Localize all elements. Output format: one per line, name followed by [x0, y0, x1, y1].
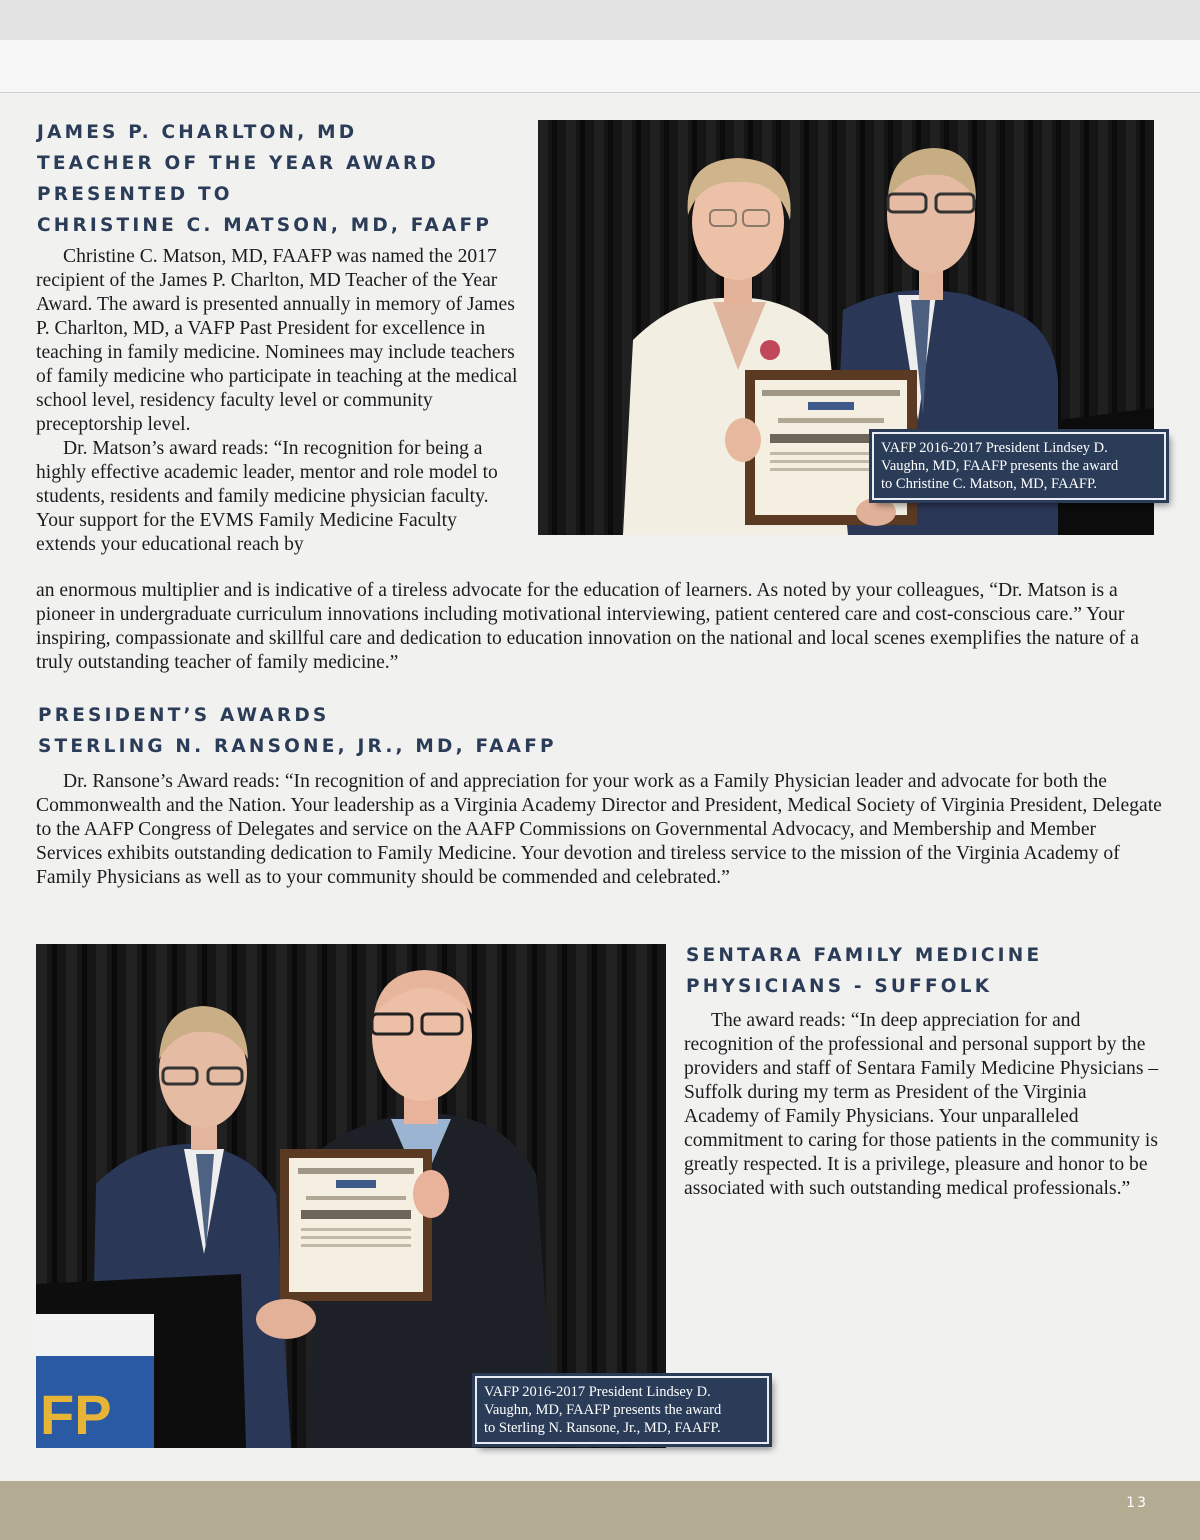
- ransone-award-photo: [36, 944, 666, 1448]
- podium-logo-text: FP: [40, 1383, 112, 1446]
- heading-line: PRESIDENT’S AWARDS: [38, 705, 330, 726]
- sentara-paragraph: The award reads: “In deep appreciation for and recognition of the professional and personal support by the providers and staff of Sentara Family Medicine Physicians – Suffolk during my term as President of the Virginia Academy of Family Physicians. Your unparalleled commitment to caring for those patients in the community is greatly respected. It is a privilege, pleasure and honor to be associated with such outstanding medical professionals.”: [684, 1010, 1159, 1199]
- caption-line: VAFP 2016-2017 President Lindsey D.: [881, 440, 1108, 456]
- heading-line: PRESENTED TO: [37, 184, 233, 205]
- matson-text-column: [36, 245, 520, 557]
- footer-band: [0, 1481, 1200, 1540]
- charlton-award-heading: [37, 117, 532, 241]
- matson-paragraph-2: Dr. Matson’s award reads: “In recognition for being a highly effective academic leader, mentor and role model to students, residents and family medicine physician faculty. Your support for the EVMS Family Medicine Faculty extends your educational reach by: [36, 438, 498, 555]
- matson-paragraph-1: Christine C. Matson, MD, FAAFP was named the 2017 recipient of the James P. Charlton, MD Teacher of the Year Award. The award is presented annually in memory of James P. Charlton, MD, a VAFP Past President for excellence in teaching in family medicine. Nominees may include teachers of family medicine who participate in teaching at the medical school level, residency faculty level or community preceptorship level.: [36, 246, 518, 435]
- caption-line: to Christine C. Matson, MD, FAAFP.: [881, 476, 1098, 492]
- caption-line: VAFP 2016-2017 President Lindsey D.: [484, 1384, 711, 1400]
- ransone-text-column: [36, 770, 1162, 890]
- matson-photo-caption: [872, 432, 1166, 500]
- heading-line: TEACHER OF THE YEAR AWARD: [37, 153, 439, 174]
- heading-line: SENTARA FAMILY MEDICINE: [686, 945, 1043, 966]
- page-number: 13: [1126, 1495, 1148, 1511]
- top-band: [0, 0, 1200, 40]
- heading-line: JAMES P. CHARLTON, MD: [37, 122, 358, 143]
- matson-text-continuation: [36, 579, 1164, 675]
- caption-line: Vaughn, MD, FAAFP presents the award: [484, 1402, 722, 1418]
- header-strip: [0, 40, 1200, 93]
- presidents-awards-heading: [38, 700, 738, 762]
- ransone-paragraph: Dr. Ransone’s Award reads: “In recognition of and appreciation for your work as a Family Physician leader and advocate for both the Commonwealth and the Nation. Your leadership as a Virginia Academy Director and President, Medical Society of Virginia President, Delegate to the AAFP Congress of Delegates and service on the AAFP Commissions on Governmental Advocacy, and Membership and Member Services exhibits outstanding dedication to Family Medicine. Your devotion and tireless service to the mission of the Virginia Academy of Family Physicians as well as to your community should be commended and celebrated.”: [36, 771, 1162, 888]
- matson-paragraph-2-continued: an enormous multiplier and is indicative of a tireless advocate for the education of learners. As noted by your colleagues, “Dr. Matson is a pioneer in undergraduate curriculum innovations including motivational interviewing, patient centered care and cost-conscious care.” Your inspiring, compassionate and skillful care and dedication to education innovation on the national and local scenes exemplifies the nature of a truly outstanding teacher of family medicine.”: [36, 580, 1139, 673]
- caption-line: Vaughn, MD, FAAFP presents the award: [881, 458, 1119, 474]
- sentara-heading: [686, 940, 1166, 1002]
- heading-line: CHRISTINE C. MATSON, MD, FAAFP: [37, 215, 493, 236]
- sentara-text-column: [684, 1009, 1160, 1201]
- heading-line: STERLING N. RANSONE, JR., MD, FAAFP: [38, 736, 557, 757]
- heading-line: PHYSICIANS - SUFFOLK: [686, 976, 993, 997]
- caption-line: to Sterling N. Ransone, Jr., MD, FAAFP.: [484, 1420, 721, 1436]
- ransone-photo-caption: [475, 1376, 769, 1444]
